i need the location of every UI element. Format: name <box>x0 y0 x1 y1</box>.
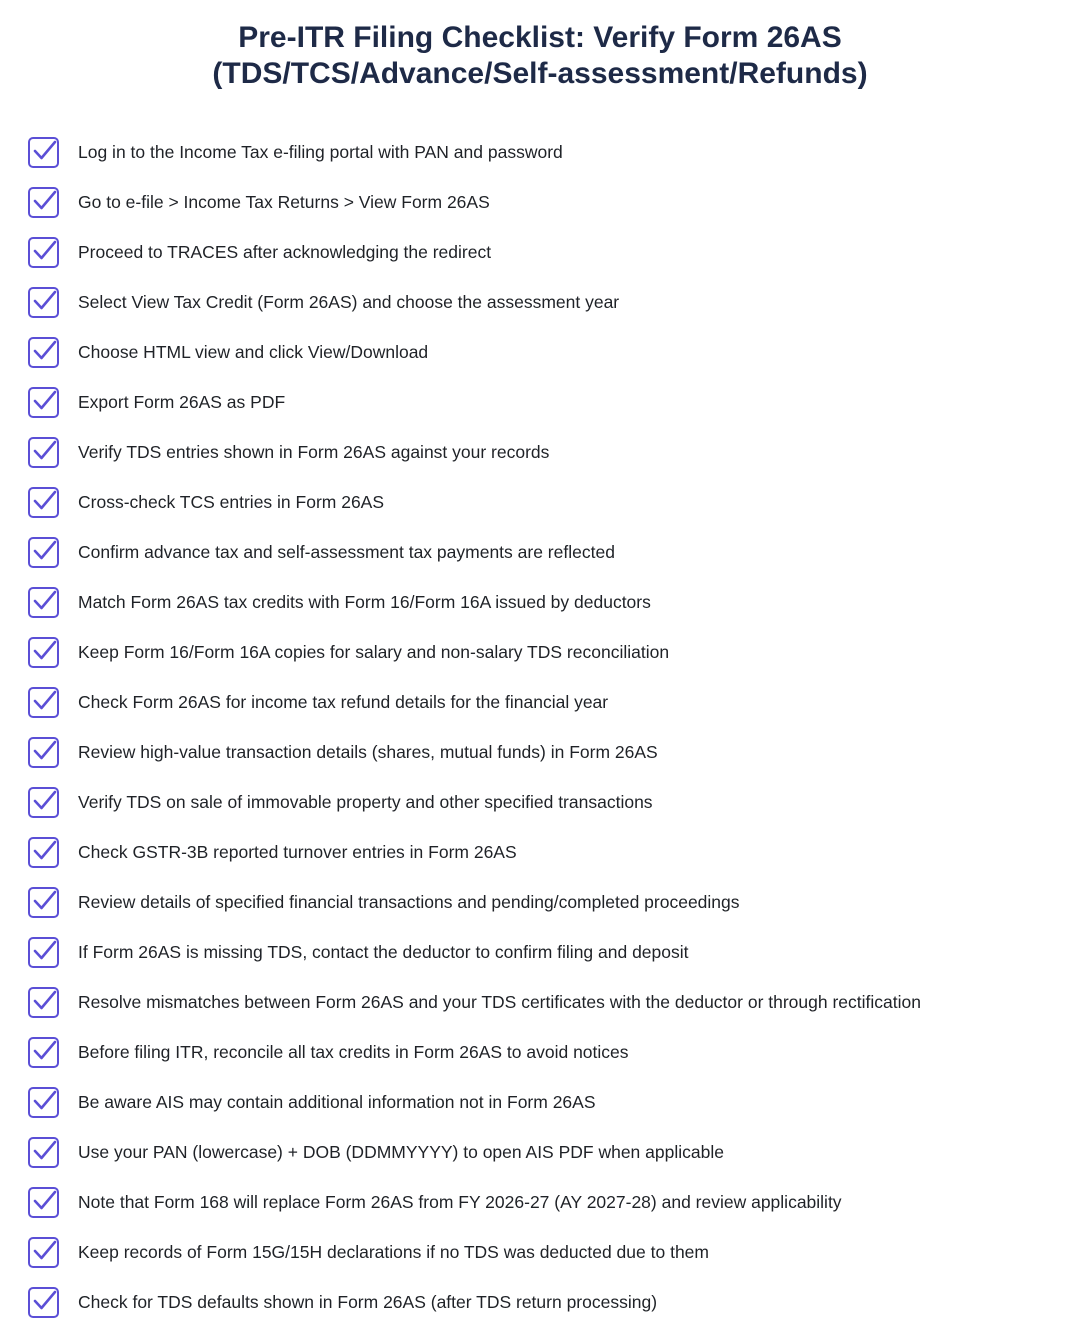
checklist-item-label: Check GSTR-3B reported turnover entries in Form 26AS <box>78 842 517 862</box>
checked-checkbox-icon <box>29 1086 59 1116</box>
checked-checkbox-icon <box>29 186 59 216</box>
checklist-item <box>0 827 1080 877</box>
checklist-item-label: Keep records of Form 15G/15H declarations if no TDS was deducted due to them <box>78 1242 709 1262</box>
checklist-item <box>0 927 1080 977</box>
checklist-item <box>0 977 1080 1027</box>
checklist-item-label: Confirm advance tax and self-assessment tax payments are reflected <box>78 542 615 562</box>
checkbox[interactable] <box>28 1087 59 1118</box>
checkbox[interactable] <box>28 187 59 218</box>
checklist-item <box>0 1227 1080 1277</box>
checklist-item-label: Export Form 26AS as PDF <box>78 392 286 412</box>
checkbox[interactable] <box>28 1037 59 1068</box>
checklist-item <box>0 377 1080 427</box>
page-title-line-1: Pre-ITR Filing Checklist: Verify Form 26AS <box>238 21 842 54</box>
checked-checkbox-icon <box>29 636 59 666</box>
checked-checkbox-icon <box>29 686 59 716</box>
checked-checkbox-icon <box>29 986 59 1016</box>
checkbox[interactable] <box>28 237 59 268</box>
checklist-item <box>0 1077 1080 1127</box>
checklist-item <box>0 877 1080 927</box>
checklist-item-label: Choose HTML view and click View/Download <box>78 342 429 362</box>
checklist-item-label: Resolve mismatches between Form 26AS and your TDS certificates with the deductor or through rectification <box>78 992 921 1012</box>
checkbox[interactable] <box>28 1187 59 1218</box>
checklist-item <box>0 527 1080 577</box>
checkbox[interactable] <box>28 437 59 468</box>
checklist-item <box>0 1027 1080 1077</box>
checklist <box>0 127 1080 1327</box>
checklist-item <box>0 577 1080 627</box>
checklist-item-label: Before filing ITR, reconcile all tax credits in Form 26AS to avoid notices <box>78 1042 629 1062</box>
checkbox[interactable] <box>28 487 59 518</box>
checked-checkbox-icon <box>29 336 59 366</box>
checklist-item-label: Match Form 26AS tax credits with Form 16/Form 16A issued by deductors <box>78 592 651 612</box>
page-title <box>0 20 1080 92</box>
checklist-item <box>0 277 1080 327</box>
checklist-item-label: Verify TDS entries shown in Form 26AS against your records <box>78 442 550 462</box>
checkbox[interactable] <box>28 787 59 818</box>
checklist-item <box>0 127 1080 177</box>
checkbox[interactable] <box>28 137 59 168</box>
checkbox[interactable] <box>28 887 59 918</box>
checklist-item <box>0 1127 1080 1177</box>
checkbox[interactable] <box>28 387 59 418</box>
checked-checkbox-icon <box>29 486 59 516</box>
checklist-item-label: If Form 26AS is missing TDS, contact the deductor to confirm filing and deposit <box>78 942 689 962</box>
checked-checkbox-icon <box>29 836 59 866</box>
checkbox[interactable] <box>28 1287 59 1318</box>
checklist-item-label: Check for TDS defaults shown in Form 26AS (after TDS return processing) <box>78 1292 658 1312</box>
checklist-item-label: Note that Form 168 will replace Form 26AS from FY 2026-27 (AY 2027-28) and review applicability <box>78 1192 842 1212</box>
checked-checkbox-icon <box>29 1286 59 1316</box>
checkbox[interactable] <box>28 837 59 868</box>
checklist-item <box>0 777 1080 827</box>
checkbox[interactable] <box>28 1137 59 1168</box>
checklist-item-label: Check Form 26AS for income tax refund details for the financial year <box>78 692 609 712</box>
checklist-item-label: Use your PAN (lowercase) + DOB (DDMMYYYY) to open AIS PDF when applicable <box>78 1142 724 1162</box>
checkbox[interactable] <box>28 287 59 318</box>
checked-checkbox-icon <box>29 436 59 466</box>
checkbox[interactable] <box>28 987 59 1018</box>
checklist-item-label: Review details of specified financial transactions and pending/completed proceedings <box>78 892 740 912</box>
checklist-item <box>0 727 1080 777</box>
checkbox[interactable] <box>28 687 59 718</box>
checklist-item-label: Proceed to TRACES after acknowledging the redirect <box>78 242 492 262</box>
checkbox[interactable] <box>28 537 59 568</box>
checked-checkbox-icon <box>29 886 59 916</box>
checklist-item <box>0 1177 1080 1227</box>
checklist-item-label: Select View Tax Credit (Form 26AS) and choose the assessment year <box>78 292 620 312</box>
page-title-line-2: (TDS/TCS/Advance/Self-assessment/Refunds) <box>212 57 868 90</box>
checkbox[interactable] <box>28 737 59 768</box>
checklist-item <box>0 677 1080 727</box>
checklist-item-label: Cross-check TCS entries in Form 26AS <box>78 492 385 512</box>
checked-checkbox-icon <box>29 936 59 966</box>
checklist-item <box>0 627 1080 677</box>
checklist-item-label: Verify TDS on sale of immovable property and other specified transactions <box>78 792 653 812</box>
checked-checkbox-icon <box>29 136 59 166</box>
checklist-item-label: Review high-value transaction details (shares, mutual funds) in Form 26AS <box>78 742 658 762</box>
checklist-item <box>0 477 1080 527</box>
checked-checkbox-icon <box>29 586 59 616</box>
checked-checkbox-icon <box>29 786 59 816</box>
checklist-item <box>0 227 1080 277</box>
checklist-item-label: Keep Form 16/Form 16A copies for salary and non-salary TDS reconciliation <box>78 642 670 662</box>
checklist-item-label: Go to e-file > Income Tax Returns > View Form 26AS <box>78 192 490 212</box>
checked-checkbox-icon <box>29 386 59 416</box>
checkbox[interactable] <box>28 937 59 968</box>
checked-checkbox-icon <box>29 1236 59 1266</box>
checked-checkbox-icon <box>29 536 59 566</box>
checkbox[interactable] <box>28 587 59 618</box>
checklist-item <box>0 177 1080 227</box>
checkbox[interactable] <box>28 637 59 668</box>
checked-checkbox-icon <box>29 1186 59 1216</box>
checkbox[interactable] <box>28 337 59 368</box>
checklist-item <box>0 1277 1080 1327</box>
checked-checkbox-icon <box>29 1136 59 1166</box>
checklist-item-label: Be aware AIS may contain additional information not in Form 26AS <box>78 1092 596 1112</box>
checkbox[interactable] <box>28 1237 59 1268</box>
checked-checkbox-icon <box>29 1036 59 1066</box>
checked-checkbox-icon <box>29 736 59 766</box>
checked-checkbox-icon <box>29 286 59 316</box>
checked-checkbox-icon <box>29 236 59 266</box>
checklist-item <box>0 427 1080 477</box>
checklist-item <box>0 327 1080 377</box>
checklist-item-label: Log in to the Income Tax e-filing portal with PAN and password <box>78 142 563 162</box>
